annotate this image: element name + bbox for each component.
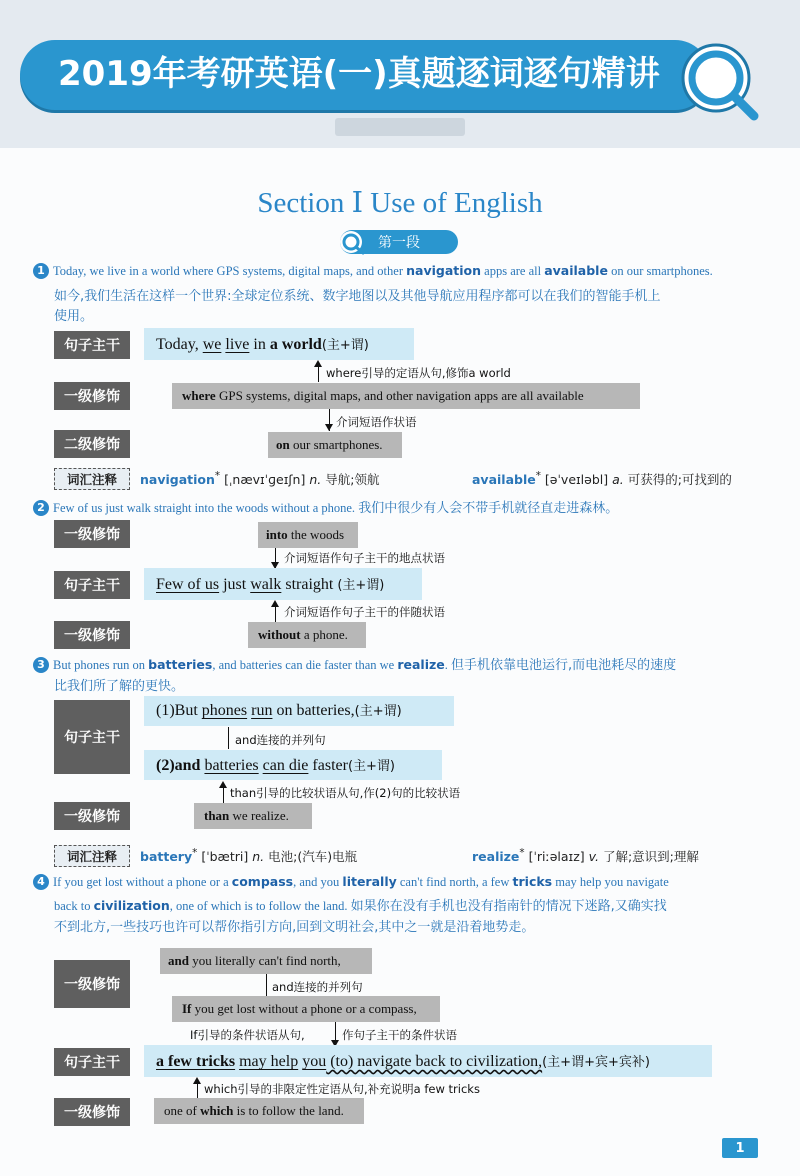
keyword: without <box>258 627 301 642</box>
text: you literally can't find north, <box>188 953 341 968</box>
label-main: 句子主干 <box>54 571 130 599</box>
text: may help you navigate <box>552 875 669 889</box>
keyword: civilization <box>93 898 170 913</box>
label-main: 句子主干 <box>54 331 130 359</box>
text: a phone. <box>300 627 348 642</box>
label-vocab: 词汇注释 <box>54 845 130 867</box>
predicate: walk <box>250 576 282 593</box>
text: apps are all <box>481 264 545 278</box>
label-vocab: 词汇注释 <box>54 468 130 490</box>
s2-main-sentence <box>156 574 384 594</box>
vocab-entry <box>472 470 732 488</box>
phonetic: [əˈveɪləbl] <box>544 472 609 488</box>
keyword: which <box>200 1103 234 1118</box>
connector-line <box>318 366 319 382</box>
part-of-speech: n. <box>252 849 265 865</box>
part-of-speech: v. <box>588 849 599 865</box>
s4-annotation-2a: If引导的条件状语从句, <box>190 1028 305 1042</box>
modified-noun: a world <box>269 336 322 353</box>
text: on our smartphones. <box>607 264 713 278</box>
sentence-1-english <box>33 263 713 279</box>
text: just <box>219 576 251 593</box>
sentence-3-chinese-line-2: 比我们所了解的更快。 <box>54 679 185 694</box>
part-of-speech: n. <box>309 472 322 488</box>
sentence-number: 2 <box>33 500 49 516</box>
text: on batteries, <box>272 702 355 719</box>
text: (1)But <box>156 702 202 719</box>
star-mark: * <box>519 847 525 859</box>
subject: a few tricks <box>156 1053 236 1070</box>
star-mark: * <box>535 470 541 482</box>
keyword: tricks <box>512 874 553 889</box>
sentence-4-english-line-2 <box>54 895 667 914</box>
text: straight <box>281 576 338 593</box>
s3-mod-text <box>204 808 289 824</box>
s1-annotation-2: 介词短语作状语 <box>336 415 417 429</box>
text: back to <box>54 899 94 913</box>
phonetic: [ˌnævɪˈɡeɪʃn] <box>224 472 306 488</box>
search-icon <box>338 229 368 259</box>
chinese: 我们中很少有人会不带手机就径直走进森林。 <box>358 501 619 516</box>
arrow-down <box>325 424 333 431</box>
structure-tag: (主+谓) <box>354 704 402 719</box>
chinese: 但手机依靠电池运行,而电池耗尽的速度 <box>450 658 677 673</box>
sentence-1-chinese-line-2: 使用。 <box>54 309 94 324</box>
keyword: where <box>182 388 216 403</box>
star-mark: * <box>214 470 221 482</box>
text: (2)and <box>156 757 205 774</box>
text: If you get lost without a phone or a <box>53 875 232 889</box>
s4-mod2-text <box>182 1001 417 1017</box>
s4-main-sentence <box>156 1051 650 1071</box>
connector-line <box>266 974 267 996</box>
vocab-word: available <box>472 472 536 488</box>
s4-annotation-3: which引导的非限定性定语从句,补充说明a few tricks <box>204 1082 480 1096</box>
structure-tag: (主+谓) <box>321 338 369 353</box>
text: in <box>253 336 266 353</box>
s2-annotation-1: 介词短语作句子主干的地点状语 <box>284 551 445 565</box>
sentence-2 <box>33 497 618 516</box>
definition: 导航;领航 <box>325 472 380 488</box>
magnifier-icon <box>676 38 766 128</box>
keyword: batteries <box>148 657 213 672</box>
phonetic: [ˈriːəlaɪz] <box>528 849 585 865</box>
definition: 可获得的;可找到的 <box>627 472 732 488</box>
text: you get lost without a phone or a compass, <box>191 1001 417 1016</box>
object: you <box>302 1053 327 1070</box>
s2-annotation-2: 介词短语作句子主干的伴随状语 <box>284 605 445 619</box>
vocab-word: navigation <box>140 472 215 488</box>
text: Today, we live in a world where GPS systems, digital maps, and other <box>53 264 407 278</box>
label-mod1: 一级修饰 <box>54 382 130 410</box>
label-mod1: 一级修饰 <box>54 960 130 1008</box>
keyword: literally <box>342 874 397 889</box>
connector-line <box>228 727 229 749</box>
vocab-word: realize <box>472 849 520 865</box>
structure-tag: (主+谓) <box>347 759 395 774</box>
text: can't find north, a few <box>396 875 513 889</box>
vocab-entry <box>140 847 357 865</box>
s2-mod1-text <box>266 527 344 543</box>
text: we realize. <box>229 808 289 823</box>
text: , and you <box>293 875 343 889</box>
predicate: can die <box>262 757 309 774</box>
keyword: available <box>544 263 608 278</box>
label-main: 句子主干 <box>54 1048 130 1076</box>
s4-mod1-text <box>168 953 341 969</box>
definition: 电池;(汽车)电瓶 <box>268 849 358 865</box>
text: our smartphones. <box>289 437 383 452</box>
s1-main-sentence <box>156 334 369 354</box>
s4-annotation-2b: 作句子主干的条件状语 <box>342 1028 457 1042</box>
s1-mod1-text <box>182 388 584 404</box>
label-mod1: 一级修饰 <box>54 621 130 649</box>
keyword: realize <box>397 657 445 672</box>
phonetic: [ˈbætri] <box>201 849 249 865</box>
section-title: Section Ⅰ Use of English <box>257 187 543 219</box>
text: faster <box>308 757 348 774</box>
keyword: into <box>266 527 288 542</box>
s3-main1-sentence <box>156 700 402 720</box>
s4-annotation-1: and连接的并列句 <box>272 980 363 994</box>
predicate: may help <box>239 1053 299 1070</box>
text: one of <box>164 1103 201 1118</box>
predicate: live <box>225 336 250 353</box>
keyword: navigation <box>406 263 482 278</box>
text: , and batteries can die faster than we <box>212 658 398 672</box>
s3-main2-sentence <box>156 755 395 775</box>
keyword: and <box>168 953 189 968</box>
s3-annotation-1: and连接的并列句 <box>235 733 326 747</box>
s1-mod2-text <box>276 437 383 453</box>
header-tab <box>335 118 465 136</box>
text: is to follow the land. <box>233 1103 344 1118</box>
text: , one of which is to follow the land. <box>169 899 348 913</box>
s1-annotation-1: where引导的定语从句,修饰a world <box>326 366 511 380</box>
label-mod1: 一级修饰 <box>54 1098 130 1126</box>
s4-mod3-text <box>164 1103 344 1119</box>
star-mark: * <box>192 847 198 859</box>
section-pill-label: 第一段 <box>378 235 420 251</box>
subject: Few of us <box>156 576 220 593</box>
subject: we <box>202 336 222 353</box>
page-number: 1 <box>722 1138 758 1158</box>
text: GPS systems, digital maps, and other navigation apps are all available <box>215 388 584 403</box>
sentence-number: 3 <box>33 657 49 673</box>
label-mod1: 一级修饰 <box>54 802 130 830</box>
keyword: compass <box>231 874 294 889</box>
s3-annotation-2: than引导的比较状语从句,作(2)句的比较状语 <box>230 786 461 800</box>
definition: 了解;意识到;理解 <box>602 849 699 865</box>
text: Few of us just walk straight into the woods without a phone. <box>53 501 356 515</box>
subject: batteries <box>204 757 259 774</box>
structure-tag: (主+谓) <box>337 578 385 593</box>
keyword: on <box>276 437 290 452</box>
object-complement: (to) navigate back to civilization, <box>326 1053 543 1070</box>
label-mod1: 一级修饰 <box>54 520 130 548</box>
sentence-4-english-line-1 <box>33 874 669 890</box>
predicate: run <box>251 702 273 719</box>
label-mod2: 二级修饰 <box>54 430 130 458</box>
text: But phones run on <box>53 658 149 672</box>
structure-tag: (主+谓+宾+宾补) <box>542 1055 650 1070</box>
chinese: 如果你在没有手机也没有指南针的情况下迷路,又确实找 <box>350 899 667 914</box>
keyword: If <box>182 1001 192 1016</box>
part-of-speech: a. <box>612 472 624 488</box>
sentence-3-english <box>33 654 676 673</box>
s2-mod2-text <box>258 627 348 643</box>
subject: phones <box>201 702 248 719</box>
sentence-number: 4 <box>33 874 49 890</box>
keyword: than <box>204 808 230 823</box>
text: the woods <box>287 527 345 542</box>
vocab-word: battery <box>140 849 193 865</box>
text: Today, <box>156 336 199 353</box>
vocab-entry <box>140 470 379 488</box>
label-main: 句子主干 <box>54 700 130 774</box>
page-title: 2019年考研英语(一)真题逐词逐句精讲 <box>58 54 660 94</box>
text: . <box>444 658 448 672</box>
vocab-entry <box>472 847 699 865</box>
sentence-number: 1 <box>33 263 49 279</box>
sentence-4-chinese-line-2: 不到北方,一些技巧也许可以帮你指引方向,回到文明社会,其中之一就是沿着地势走。 <box>54 920 535 935</box>
sentence-1-chinese-line-1: 如今,我们生活在这样一个世界:全球定位系统、数字地图以及其他导航应用程序都可以在我们的智能手机上 <box>54 289 661 304</box>
